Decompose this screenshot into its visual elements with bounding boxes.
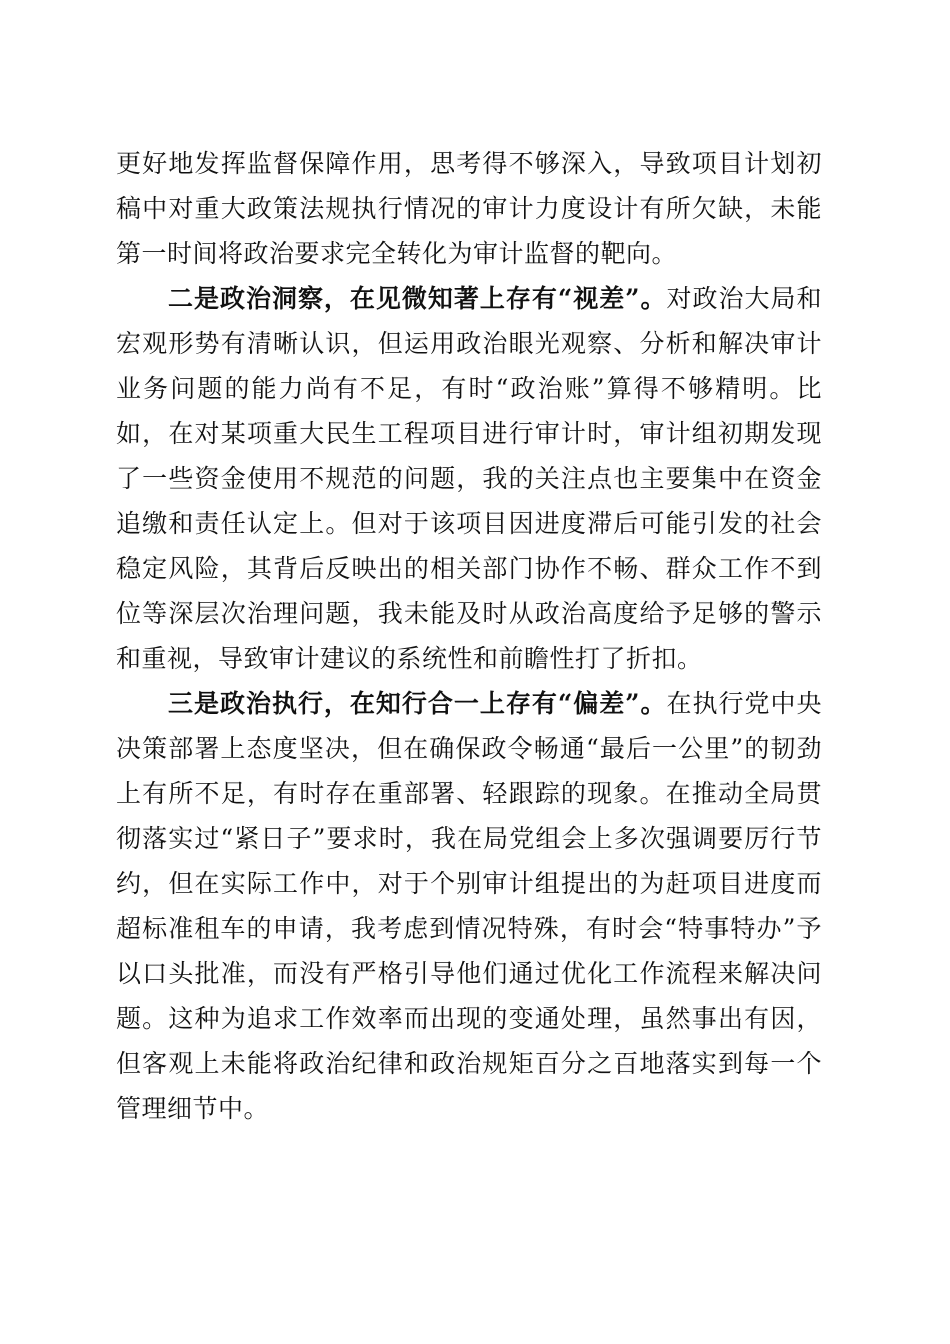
paragraph-lead: 三是政治执行，在知行合一上存有“偏差”。 [168, 689, 667, 718]
paragraph-continuation [116, 141, 822, 276]
paragraph-political-execution [116, 681, 822, 1131]
paragraph-text: 对政治大局和宏观形势有清晰认识，但运用政治眼光观察、分析和解决审计业务问题的能力尚有不足，有时“政治账”算得不够精明。比如，在对某项重大民生工程项目进行审计时，审计组初期发现了一些资金使用不规范的问题，我的关注点也主要集中在资金追缴和责任认定上。但对于该项目因进度滞后可能引发的社会稳定风险，其背后反映出的相关部门协作不畅、群众工作不到位等深层次治理问题，我未能及时从政治高度给予足够的警示和重视，导致审计建议的系统性和前瞻性打了折扣。 [116, 284, 822, 673]
paragraph-political-insight [116, 276, 822, 681]
paragraph-text: 在执行党中央决策部署上态度坚决，但在确保政令畅通“最后一公里”的韧劲上有所不足，有时存在重部署、轻跟踪的现象。在推动全局贯彻落实过“紧日子”要求时，我在局党组会上多次强调要厉行节约，但在实际工作中，对于个别审计组提出的为赶项目进度而超标准租车的申请，我考虑到情况特殊，有时会“特事特办”予以口头批准，而没有严格引导他们通过优化工作流程来解决问题。这种为追求工作效率而出现的变通处理，虽然事出有因，但客观上未能将政治纪律和政治规矩百分之百地落实到每一个管理细节中。 [116, 689, 822, 1123]
document-body [116, 141, 822, 1131]
paragraph-lead: 二是政治洞察，在见微知著上存有“视差”。 [168, 284, 667, 313]
paragraph-text: 更好地发挥监督保障作用，思考得不够深入，导致项目计划初稿中对重大政策法规执行情况的审计力度设计有所欠缺，未能第一时间将政治要求完全转化为审计监督的靶向。 [116, 149, 822, 268]
